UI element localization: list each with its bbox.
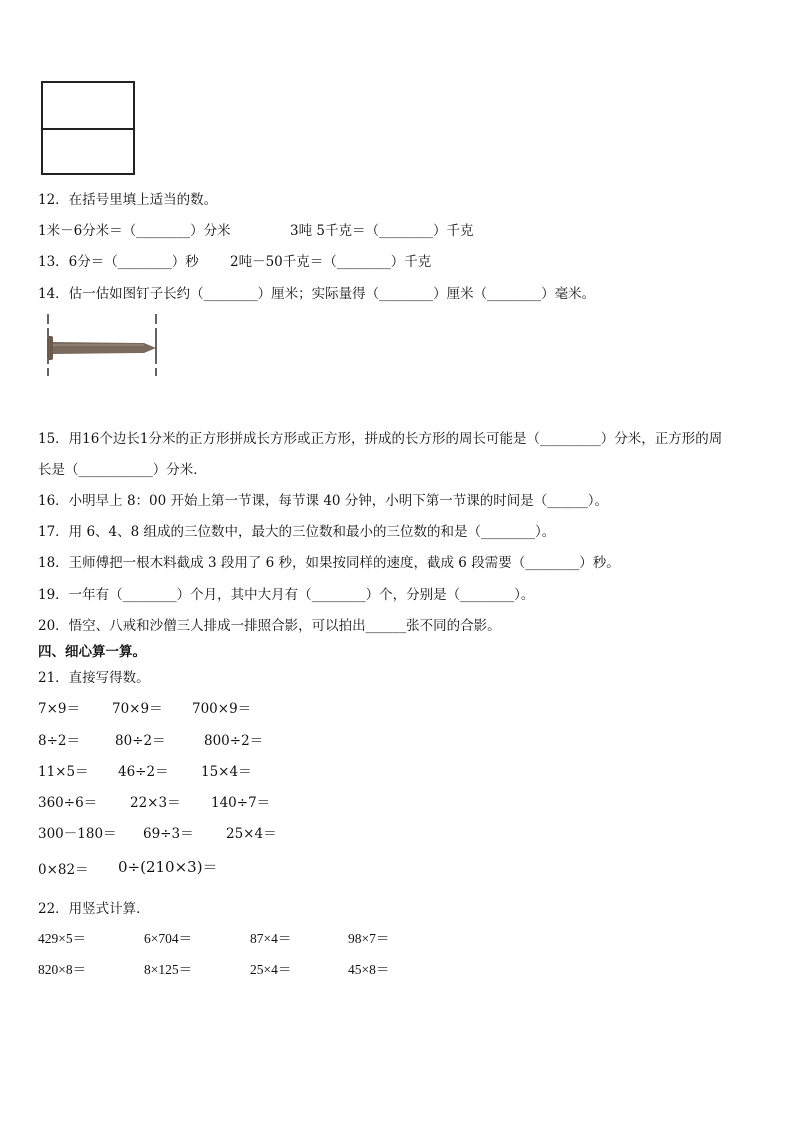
q22-title: 22．用竖式计算． xyxy=(38,901,150,917)
q21-r4-c1: 360÷6＝ xyxy=(38,795,98,811)
q12-item-a: 1米－6分米＝（________）分米 xyxy=(38,223,231,239)
q21-r1-c1: 7×9＝ xyxy=(38,701,80,717)
q18-text: 18．王师傅把一根木料截成 3 段用了 6 秒，如果按同样的速度，截成 6 段需要（________）秒。 xyxy=(38,555,620,571)
q20-text: 20．悟空、八戒和沙僧三人排成一排照合影，可以拍出______张不同的合影。 xyxy=(38,618,501,634)
q21-r2-c1: 8÷2＝ xyxy=(38,733,80,749)
q21-r5-c2: 69÷3＝ xyxy=(143,826,194,842)
q13-item-a: 13．6分＝（________）秒 xyxy=(38,254,199,270)
q22-r2-c3: 25×4＝ xyxy=(250,962,292,977)
q21-r4-c2: 22×3＝ xyxy=(130,795,181,811)
q21-r3-c3: 15×4＝ xyxy=(201,764,252,780)
q21-title: 21．直接写得数。 xyxy=(38,670,150,686)
nail-shaft xyxy=(53,342,156,354)
q21-r6-c1: 0×82＝ xyxy=(38,862,89,878)
q22-r1-c4: 98×7＝ xyxy=(348,931,390,946)
q21-r5-c1: 300－180＝ xyxy=(38,826,117,842)
q22-r2-c2: 8×125＝ xyxy=(144,962,193,977)
q17-text: 17．用 6、4、8 组成的三位数中，最大的三位数和最小的三位数的和是（________）。 xyxy=(38,524,556,540)
rectangle-divider xyxy=(43,128,133,130)
rectangle-figure xyxy=(41,81,135,175)
q22-r1-c1: 429×5＝ xyxy=(38,931,87,946)
q16-text: 16．小明早上 8：00 开始上第一节课，每节课 40 分钟，小明下第一节课的时间是（______）。 xyxy=(38,493,609,509)
q21-r3-c2: 46÷2＝ xyxy=(118,764,169,780)
q12-item-b: 3吨 5千克＝（________）千克 xyxy=(290,223,474,239)
nail-figure xyxy=(40,312,165,378)
q21-r1-c2: 70×9＝ xyxy=(112,701,163,717)
q21-r3-c1: 11×5＝ xyxy=(38,764,89,780)
q12-title: 12．在括号里填上适当的数。 xyxy=(38,192,218,208)
q22-r2-c1: 820×8＝ xyxy=(38,962,87,977)
section4-title: 四、细心算一算。 xyxy=(38,644,146,660)
q15-line2: 长是（___________）分米． xyxy=(38,462,207,478)
q21-r4-c3: 140÷7＝ xyxy=(211,795,271,811)
q22-r1-c2: 6×704＝ xyxy=(144,931,193,946)
nail-head xyxy=(47,336,53,360)
q21-r2-c3: 800÷2＝ xyxy=(204,733,264,749)
q22-r2-c4: 45×8＝ xyxy=(348,962,390,977)
q15-line1: 15．用16个边长1分米的正方形拼成长方形或正方形，拼成的长方形的周长可能是（_________）分米，正方形的周 xyxy=(38,431,723,447)
q13-item-b: 2吨－50千克＝（________）千克 xyxy=(230,254,432,270)
q21-r2-c2: 80÷2＝ xyxy=(115,733,166,749)
q21-r6-c2: 0÷(210×3)＝ xyxy=(118,858,218,876)
q21-r5-c3: 25×4＝ xyxy=(226,826,277,842)
q14-text: 14．估一估如图钉子长约（________）厘米；实际量得（________）厘米（________）毫米。 xyxy=(38,286,596,302)
q19-text: 19．一年有（________）个月，其中大月有（________）个，分别是（________）。 xyxy=(38,587,535,603)
q22-r1-c3: 87×4＝ xyxy=(250,931,292,946)
q21-r1-c3: 700×9＝ xyxy=(192,701,252,717)
